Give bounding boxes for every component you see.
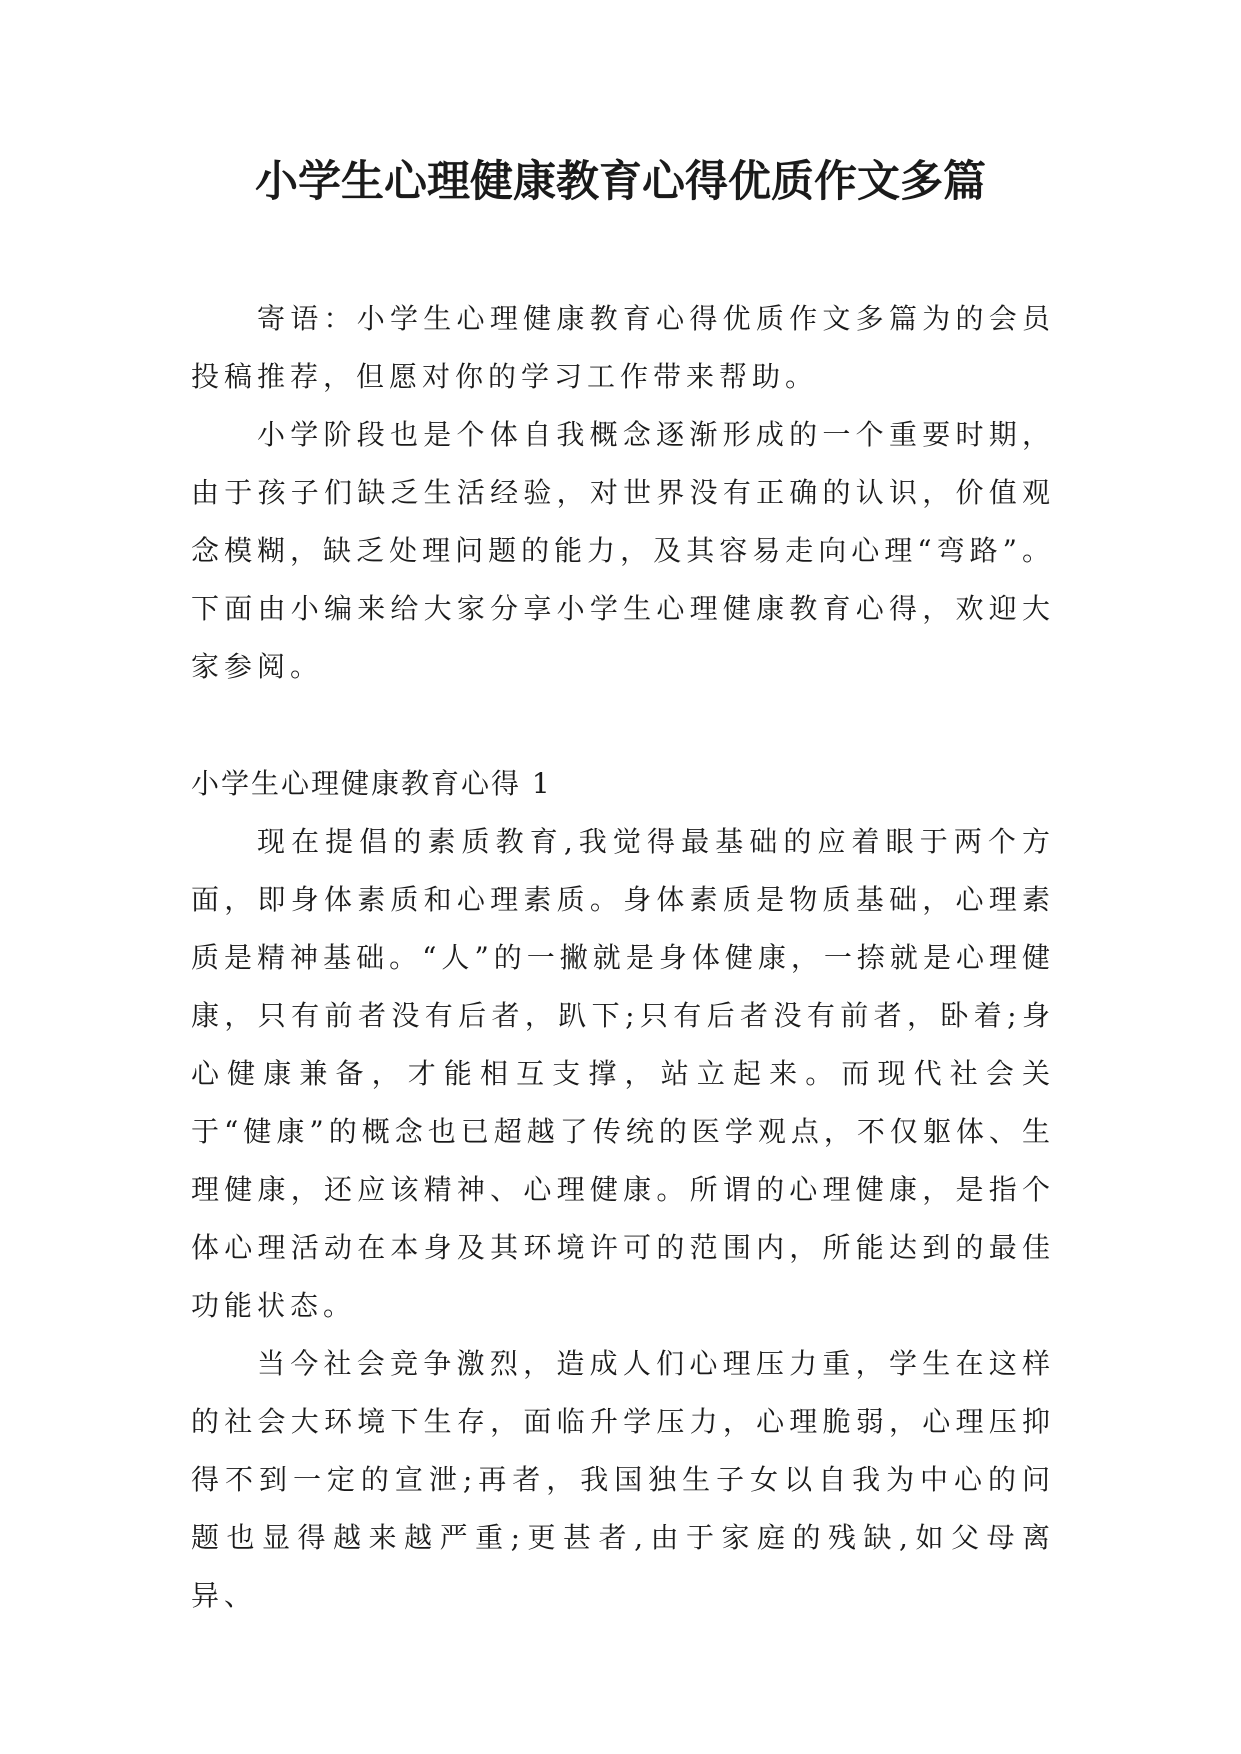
section-paragraph: 当今社会竞争激烈，造成人们心理压力重，学生在这样的社会大环境下生存，面临升学压力，心理脆弱，心理压抑得不到一定的宣泄;再者，我国独生子女以自我为中心的问题也显得越来越严重;更甚者,由于家庭的残缺,如父母离异、 [191,1347,1055,1612]
section-heading: 小学生心理健康教育心得 1 [191,767,552,800]
intro-paragraph: 小学阶段也是个体自我概念逐渐形成的一个重要时期，由于孩子们缺乏生活经验，对世界没有正确的认识，价值观念模糊，缺乏处理问题的能力，及其容易走向心理“弯路”。下面由小编来给大家分享小学生心理健康教育心得，欢迎大家参阅。 [191,418,1055,683]
section-paragraph: 现在提倡的素质教育,我觉得最基础的应着眼于两个方面，即身体素质和心理素质。身体素质是物质基础，心理素质是精神基础。“人”的一撇就是身体健康，一捺就是心理健康，只有前者没有后者，趴下;只有后者没有前者，卧着;身心健康兼备，才能相互支撑，站立起来。而现代社会关于“健康”的概念也已超越了传统的医学观点，不仅躯体、生理健康，还应该精神、心理健康。所谓的心理健康，是指个体心理活动在本身及其环境许可的范围内，所能达到的最佳功能状态。 [191,825,1055,1322]
intro-section [191,290,1055,696]
document-title: 小学生心理健康教育心得优质作文多篇 [255,157,986,207]
intro-paragraph: 寄语：小学生心理健康教育心得优质作文多篇为的会员投稿推荐，但愿对你的学习工作带来帮助。 [191,302,1055,393]
section-body [191,813,1055,1625]
